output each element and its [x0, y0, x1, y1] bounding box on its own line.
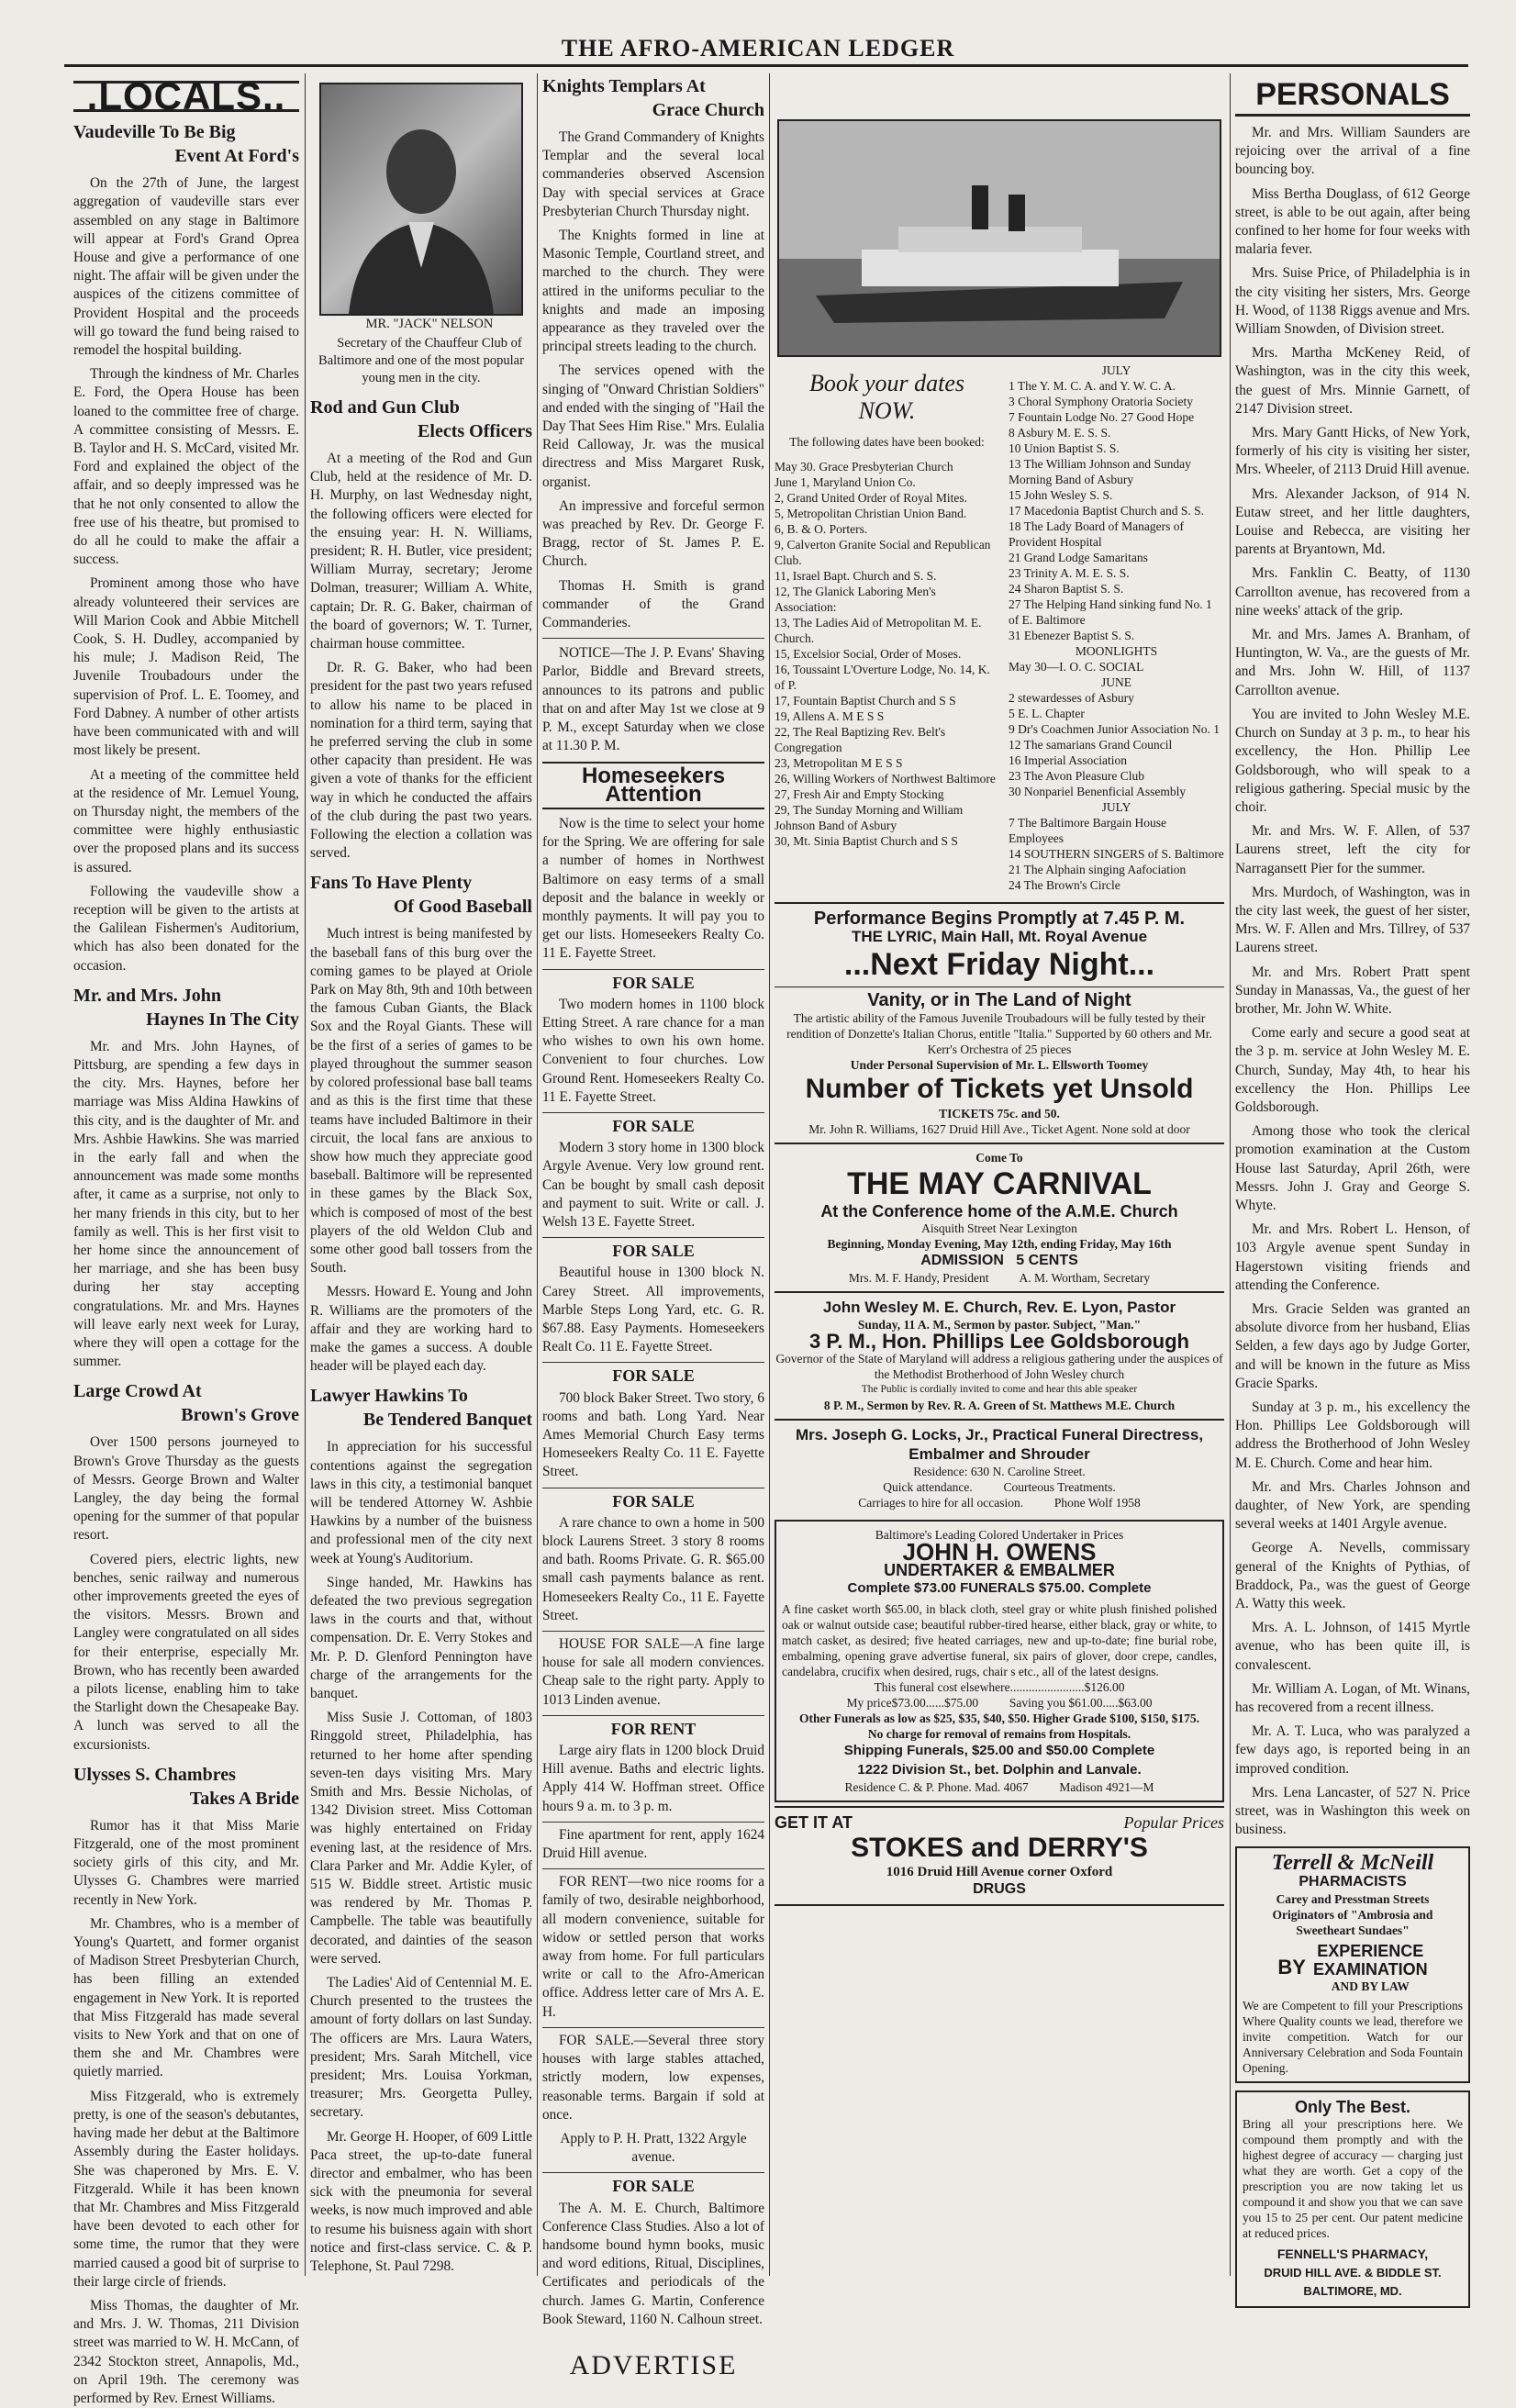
- may-carnival-title: THE MAY CARNIVAL: [847, 1165, 1152, 1201]
- sale-three-ad: FOR SALE.—Several three story houses with large stables attached, strictly modern, low expenses, reasonable terms. Bargain if sold at once.: [542, 2027, 764, 2124]
- center-ads-column: [775, 75, 1224, 2291]
- column-two: [310, 75, 532, 2291]
- house-sale-ad: HOUSE FOR SALE—A fine large house for sale all modern conviences. Cheap sale to the right party. Apply to 1013 Linden avenue.: [542, 1631, 764, 1710]
- tickets-price: TICKETS 75c. and 50.: [939, 1106, 1060, 1120]
- fennell-city: BALTIMORE, MD.: [1303, 2283, 1402, 2298]
- july-head: JULY: [1101, 363, 1131, 377]
- personal-item: Mrs. Gracie Selden was granted an absolute divorce from her husband, Elias Selden, a few days ago by Judge Gorter, and will be known in the future as Miss Gracie Sparks.: [1235, 1300, 1470, 1391]
- carnival-dates: Beginning, Monday Evening, May 12th, ending Friday, May 16th: [827, 1236, 1172, 1251]
- july-bookings-list: [1009, 378, 1224, 643]
- perf-head: Performance Begins Promptly at 7.45 P. M.: [813, 909, 1186, 929]
- article-paragraph: Mr. George H. Hooper, of 609 Little Paca street, the up-to-date funeral director and embalmer, who has been sick with the pneumonia for several weeks, is now much improved and able to resume his buisness again with short notice and first-class service. C. & P. Telephone, St. Paul 7298.: [310, 2128, 532, 2275]
- owens-ad: [775, 1520, 1224, 1802]
- owens-leading: Baltimore's Leading Colored Undertaker in Prices: [875, 1527, 1124, 1542]
- locals-banner: .LOCALS..: [73, 81, 299, 112]
- steamboat-photo: [777, 119, 1221, 357]
- lyric-ad: [775, 902, 1224, 1143]
- carnival-address: Aisquith Street Near Lexington: [921, 1221, 1077, 1235]
- lyric-venue: THE LYRIC, Main Hall, Mt. Royal Avenue: [851, 928, 1148, 946]
- book-title-now: NOW.: [858, 397, 916, 424]
- owens-title: UNDERTAKER & EMBALMER: [884, 1561, 1115, 1580]
- best-head: Only The Best.: [1294, 2098, 1411, 2117]
- sale-head: FOR SALE: [542, 1362, 764, 1385]
- for-rent-text: Large airy flats in 1200 block Druid Hill avenue. Baths and electric lights. Apply 414 W. Hoffman street. Office hours 9 a. m. to 3 p. m.: [542, 1743, 764, 1814]
- article-paragraph: Rumor has it that Miss Marie Fitzgerald, one of the most prominent society girls of this city, and Mr. Ulysses G. Chambres were married recently in New York.: [73, 1817, 299, 1908]
- homeseekers-headline: Homeseekers Attention: [542, 762, 764, 809]
- carnival-location: At the Conference home of the A.M.E. Church: [820, 1201, 1178, 1221]
- article-paragraph: Miss Thomas, the daughter of Mr. and Mrs. J. W. Thomas, 211 Division street was married to W. H. McCann, of 2342 Stockton street, Annapolis, Md., on April 19th. The ceremony was performed by Rev. Ernest Williams.: [73, 2297, 299, 2406]
- personal-item: Mr. and Mrs. William Saunders are rejoicing over the arrival of a fine bouncing boy.: [1235, 125, 1470, 178]
- booking-item: 12 The samarians Grand Council: [1009, 738, 1173, 752]
- sale-ame-text: The A. M. E. Church, Baltimore Conference Class Studies. Also a lot of handsome bound hymn books, music and word editions, Ritual, Disciplines, Certificates and periodicals of the church. James G. Martin, Conference Book Steward, 1160 N. Calhoun street.: [542, 2200, 764, 2327]
- sale-head: FOR SALE: [542, 1112, 764, 1135]
- booking-item: May 30. Grace Presbyterian Church: [775, 460, 953, 474]
- personal-item: George A. Nevells, commissary general of the Knights of Pythias, of Braddock, Pa., was the guest of George A. Watty this week.: [1235, 1540, 1470, 1612]
- column-divider: [305, 73, 306, 2276]
- book-title: Book your dates: [809, 370, 964, 396]
- apartment-ad: Fine apartment for rent, apply 1624 Druid Hill avenue.: [542, 1822, 764, 1863]
- best-text: Bring all your prescriptions here. We compound them promptly and with the highest degree of accuracy — charging just what they are worth. Get a copy of the prescription you are now taking let us compound it and show you that we can save you 15 to 25 per cent. Our patent medicine at reduced prices.: [1243, 2117, 1463, 2241]
- booking-item: 17 Macedonia Baptist Church and S. S.: [1009, 504, 1204, 518]
- terrell-address: Carey and Presstman Streets: [1276, 1891, 1430, 1906]
- personal-item: Mr. and Mrs. Robert L. Henson, of 103 Argyle avenue spent Sunday in Hagerstown visiting friends and attending the Conference.: [1235, 1221, 1470, 1293]
- vanity-title: Vanity, or in The Land of Night: [775, 987, 1224, 1009]
- personal-item: Mr. and Mrs. Robert Pratt spent Sunday in Manassas, Va., the guest of her brother, Mr. John W. White.: [1235, 964, 1470, 1017]
- rent-two-ad: FOR RENT—two nice rooms for a family of two, desirable neighborhood, all modern convenience, suitable for widow or settled person that works away from home. For full particulars write or call to the Afro-American office. Address letter care of Mrs A. E. H.: [542, 1868, 764, 2022]
- rodgun-subhead: Elects Officers: [418, 421, 532, 441]
- personal-item: Mrs. Fanklin C. Beatty, of 1130 Carrollton avenue, has recovered from a nine weeks' attack of the grip.: [1235, 565, 1470, 619]
- may-bookings-list: [775, 459, 999, 849]
- popular-prices: Popular Prices: [1123, 1812, 1224, 1832]
- article-paragraph: On the 27th of June, the largest aggregation of vaudeville stars ever assembled on any stage in Baltimore will appear at Ford's Grand Oprea House and give a performance of one night. The affair will be given under the auspices of the citizens committee of Provident Hospital and the proceeds will go toward the fund being raised to remodel the hospital building.: [73, 175, 299, 359]
- article-paragraph: The Ladies' Aid of Centennial M. E. Church presented to the trustees the amount of forty dollars on last Sunday. The officers are Mrs. Laura Waters, president; Mrs. Sarah Mitchell, vice president; Mrs. Louisa Yorkman, treasurer; Mrs. Georgetta Pulley, secretary.: [310, 1975, 532, 2121]
- vaudeville-subhead: Event At Ford's: [174, 146, 299, 167]
- terrell-exam: EXAMINATION: [1312, 1960, 1428, 1979]
- owens-funerals: Complete $73.00 FUNERALS $75.00. Complete: [847, 1580, 1152, 1597]
- for-rent-head: FOR RENT: [542, 1715, 764, 1738]
- booking-item: 13, The Ladies Aid of Metropolitan M. E. Church.: [775, 616, 982, 645]
- column-divider: [537, 73, 538, 2276]
- wesley-public: The Public is cordially invited to come and hear this able speaker: [861, 1384, 1138, 1396]
- wesley-ad: [775, 1291, 1224, 1419]
- wesley-text: Governor of the State of Maryland will address a religious gathering under the auspices of the Methodist Brotherhood of John Wesley church: [775, 1352, 1223, 1382]
- article-paragraph: The services opened with the singing of "Onward Christian Soldiers" and ended with the singing of "Hail the Day That Sees Him Rise." Mrs. Eulalia Reid Calloway, Jr. was the musical directress and Miss Margaret Rusk, organist.: [542, 362, 764, 490]
- wesley-head: John Wesley M. E. Church, Rev. E. Lyon, Pastor: [822, 1299, 1176, 1317]
- sale-head: FOR SALE: [542, 969, 764, 992]
- owens-address: 1222 Division St., bet. Dolphin and Lanvale.: [857, 1761, 1142, 1778]
- personal-item: Among those who took the clerical promotion examination at the Custom House last Saturday, April 26th, were Messrs. John J. Gray and George S. Whyte.: [1235, 1123, 1470, 1213]
- owens-phone: Residence C. & P. Phone. Mad. 4067 Madison 4921—M: [844, 1779, 1154, 1794]
- terrell-experience: [1243, 1942, 1463, 1994]
- booking-item: 29, The Sunday Morning and William Johnson Band of Asbury: [775, 803, 964, 832]
- baseball-subhead: Of Good Baseball: [393, 897, 532, 918]
- sale-text: 700 block Baker Street. Two story, 6 rooms and bath. Long Yard. Near Ames Memorial Church Easy terms Homeseekers Realty Co. 11 E. Fayette Street.: [542, 1389, 764, 1480]
- booking-item: 19, Allens A. M E S S: [775, 709, 885, 723]
- article-paragraph: Prominent among those who have already volunteered their services are Will Marion Cook and Abbie Mitchell Cook, S. H. Dudley, accompanied by his mule; J. Madison Reid, The Juvenile Troubadours under the supervision of Prof. L. E. Toomey, and Ford Dabney. A number of other artists have been communicated with and will most likely be present.: [73, 575, 299, 759]
- booking-item: 23, Metropolitan M E S S: [775, 756, 903, 770]
- article-paragraph: Mr. Chambres, who is a member of Young's Quartett, and former organist of Madison Street Presbyterian Church, has been filling an extended engagement in New York. It is reported that Miss Fitzgerald has made several visits to New York and that on one of them she and Mr. Chambres were quietly married.: [73, 1915, 299, 2080]
- personal-item: Mr. and Mrs. James A. Branham, of Huntington, W. Va., are the guests of Mr. and Mrs. John W. Hill, of 1137 Carrollton avenue.: [1235, 627, 1470, 698]
- booking-item: 23 Trinity A. M. E. S. S.: [1009, 566, 1130, 580]
- chambres-headline: Ulysses S. Chambres: [73, 1764, 236, 1785]
- stokes-name: STOKES and DERRY'S: [851, 1833, 1148, 1864]
- booking-item: 30, Mt. Sinia Baptist Church and S S: [775, 834, 958, 848]
- article-paragraph: Covered piers, electric lights, new benches, senic railway and numerous other improvements greeted the eyes of the visitors. Messrs. Brown and Langley were congratulated on all sides for their enterprise, especially Mr. Brown, who has recently been awarded a pilots license, enabling him to take the Starlight down the Chesapeake Bay. A lunch was served to all the excursionists.: [73, 1551, 299, 1753]
- haynes-subhead: Haynes In The City: [146, 1009, 299, 1030]
- july2-bookings-list: [1009, 815, 1224, 893]
- masthead-rule: [64, 64, 1468, 67]
- booking-item: 6, B. & O. Porters.: [775, 522, 868, 536]
- personal-item: Mrs. Alexander Jackson, of 914 N. Eutaw street, and her little daughters, Louise and Rebecca, are visiting her parents at Bryantown, Md.: [1235, 485, 1470, 558]
- personal-item: Mrs. Martha McKeney Reid, of Washington, was in the city this week, the guest of Mrs. Minnie Garnett, of 2147 Division street.: [1235, 345, 1470, 417]
- booking-item: 30 Nonpariel Benenficial Assembly: [1009, 785, 1187, 798]
- templars-headline: Knights Templars At: [542, 76, 706, 96]
- book-sub: The following dates have been booked:: [789, 435, 985, 449]
- admission-text: ADMISSION: [920, 1252, 1004, 1268]
- admission-label: [775, 1252, 1224, 1270]
- may-carnival-ad: [775, 1143, 1224, 1291]
- booking-item: 8 Asbury M. E. S. S.: [1009, 426, 1111, 440]
- booking-item: 21 The Alphain singing Aafociation: [1009, 863, 1187, 876]
- article-paragraph: Over 1500 persons journeyed to Brown's Grove Thursday as the guests of Messrs. George Brown and Walter Langley, the day being the formal opening for the summer of that popular resort.: [73, 1434, 299, 1544]
- supervision: Under Personal Supervision of Mr. L. Ellsworth Toomey: [850, 1057, 1149, 1072]
- owens-other: Other Funerals as low as $25, $35, $40, $50. Higher Grade $100, $150, $175.: [799, 1711, 1199, 1726]
- personal-item: Mrs. Suise Price, of Philadelphia is in the city visiting her sisters, Mrs. George H. Wood, of 1138 Riggs avenue and Mrs. William Snowden, of Division street.: [1235, 265, 1470, 338]
- booking-item: 17, Fountain Baptist Church and S S: [775, 694, 956, 708]
- baseball-headline: Fans To Have Plenty: [310, 873, 473, 894]
- june-bookings-list: [1009, 690, 1224, 799]
- locks-residence: Residence: 630 N. Caroline Street.: [913, 1464, 1086, 1478]
- personal-item: Mrs. Lena Lancaster, of 527 N. Price street, was in Washington this week on business.: [1235, 1784, 1470, 1838]
- crowd-headline: Large Crowd At: [73, 1381, 202, 1402]
- booking-item: 7 Fountain Lodge No. 27 Good Hope: [1009, 410, 1195, 424]
- notice-ad: NOTICE—The J. P. Evans' Shaving Parlor, Biddle and Brevard streets, announces to its patrons and public that on and after May 1st we close at 9 P. M., except Saturday when we close at 11.30 P. M.: [542, 638, 764, 755]
- locks-ad: [775, 1419, 1224, 1515]
- article-paragraph: In appreciation for his successful contentions against the segregation laws in this city, a testimonial banquet will be tendered Attorney W. Ashbie Hawkins by a number of the buisness and professional men of the city next week at Young's Auditorium.: [310, 1439, 532, 1566]
- booking-item: 18 The Lady Board of Managers of Provident Hospital: [1009, 519, 1184, 549]
- personal-item: Mrs. A. L. Johnson, of 1415 Myrtle avenue, who has been quite ill, is convalescent.: [1235, 1620, 1470, 1673]
- booking-item: 24 The Brown's Circle: [1009, 878, 1120, 892]
- terrell-name: Terrell & McNeill: [1271, 1851, 1434, 1876]
- june-head: JUNE: [1101, 675, 1131, 689]
- personal-item: Sunday at 3 p. m., his excellency the Hon. Phillips Lee Goldsborough will address the Brotherhood of John Wesley M. E. Church. Come and hear him.: [1235, 1399, 1470, 1471]
- sale-text: Modern 3 story home in 1300 block Argyle Avenue. Very low ground rent. Can be bought by small cash deposit and payment to suit. Write or call. J. Welsh 13 E. Fayette Street.: [542, 1140, 764, 1230]
- hawkins-headline: Lawyer Hawkins To: [310, 1386, 468, 1407]
- booking-item: 24 Sharon Baptist S. S.: [1009, 582, 1124, 596]
- article-paragraph: Messrs. Howard E. Young and John R. Williams are the promoters of the affair and they are working hard to make the games a success. A double header will be played each day.: [310, 1284, 532, 1375]
- booking-item: 1 The Y. M. C. A. and Y. W. C. A.: [1009, 379, 1176, 393]
- booking-item: 7 The Baltimore Bargain House Employees: [1009, 816, 1166, 845]
- article-paragraph: Dr. R. G. Baker, who had been president for the past two years refused to allow his name to be placed in nomination for a third term, saying that he preferred serving the club in some other capacity than president. He was given a vote of thanks for the efficient way in which he conducted the affairs of the club during the past two years. Following the election a collation was served.: [310, 660, 532, 862]
- personal-item: Mrs. Mary Gantt Hicks, of New York, formerly of his city is visiting her sister, Mrs. Wheeler, of 2113 Druid Hill avenue.: [1235, 425, 1470, 478]
- booking-item: 3 Choral Symphony Oratoria Society: [1009, 395, 1193, 408]
- terrell-sub: PHARMACISTS: [1299, 1873, 1407, 1890]
- personal-item: You are invited to John Wesley M.E. Church on Sunday at 3 p. m., to hear his excellency, the Hon. Phillip Lee Goldsborough, who will speak to a religious gathering. Special music by the choir.: [1235, 706, 1470, 815]
- booking-item: 9, Calverton Granite Social and Republican Club.: [775, 538, 991, 567]
- hawkins-subhead: Be Tendered Banquet: [362, 1410, 532, 1431]
- booking-item: 14 SOUTHERN SINGERS of S. Baltimore: [1009, 847, 1224, 861]
- locks-head: Mrs. Joseph G. Locks, Jr., Practical Funeral Directress, Embalmer and Shrouder: [795, 1426, 1204, 1463]
- column-divider: [769, 73, 770, 2276]
- july2-head: JULY: [1101, 800, 1131, 814]
- get-it-at: GET IT AT: [775, 1812, 853, 1832]
- article-paragraph: Singe handed, Mr. Hawkins has defeated the two previous segregation laws in the courts and that, without compensation. Dr. E. Verry Stokes and Mr. P. D. Glenford Pennington have charge of the arrangements for the banquet.: [310, 1574, 532, 1701]
- sale-head: FOR SALE: [542, 1488, 764, 1511]
- locks-carriage: Carriages to hire for all occasion. Phone Wolf 1958: [858, 1495, 1141, 1510]
- admission-price: 5 CENTS: [1016, 1252, 1078, 1268]
- stokes-ad: [775, 1806, 1224, 1906]
- booking-section: [775, 362, 1224, 893]
- fennell-ad: [1235, 2090, 1470, 2308]
- portrait-illustration: [321, 84, 521, 314]
- booking-item: 5 E. L. Chapter: [1009, 707, 1085, 720]
- personal-item: Mr. William A. Logan, of Mt. Winans, has recovered from a recent illness.: [1235, 1680, 1470, 1716]
- owens-name: JOHN H. OWENS: [902, 1537, 1097, 1566]
- booking-item: 5, Metropolitan Christian Union Band.: [775, 507, 967, 520]
- sale-head: FOR SALE: [542, 1237, 764, 1260]
- article-paragraph: At a meeting of the committee held at the residence of Mr. Lemuel Young, on Thursday night, the members of the committee were highly enthusiastic over the proposed plans and its success is assured.: [73, 766, 299, 875]
- article-paragraph: Through the kindness of Mr. Charles E. Ford, the Opera House has been loaned to the committee free of charge. A committee consisting of Messrs. E. B. Taylor and H. S. McCard, visited Mr. Ford and explained the object of the affair, and so deeply impressed was he that he not only consented to allow the free use of his theatre, but promised to do all he could to make the affair a success.: [73, 366, 299, 568]
- booking-item: 2 stewardesses of Asbury: [1009, 691, 1134, 705]
- booking-item: 10 Union Baptist S. S.: [1009, 441, 1120, 455]
- booking-item: 16, Toussaint L'Overture Lodge, No. 14, K. of P.: [775, 663, 990, 692]
- terrell-by: BY: [1277, 1956, 1306, 1979]
- terrell-text: We are Competent to fill your Prescriptions Where Quality counts we lead, therefore we invite competition. Watch for our Anniversary Celebration and Soda Fountain Opening.: [1243, 1999, 1463, 2076]
- personals-column: [1235, 75, 1470, 2298]
- booking-item: 23 The Avon Pleasure Club: [1009, 769, 1144, 783]
- locks-quick: Quick attendance. Courteous Treatments.: [883, 1479, 1116, 1494]
- fennell-name: FENNELL'S PHARMACY,: [1276, 2246, 1429, 2262]
- moonlights-head: MOONLIGHTS: [1075, 644, 1158, 658]
- photo-caption-desc: Secretary of the Chauffeur Club of Baltimore and one of the most popular young men in the city.: [318, 336, 524, 385]
- sale-text: Beautiful house in 1300 block N. Carey Street. All improvements, Marble Steps Long Yard, etc. G. R. $67.88. Easy Payments. Homeseekers Realt Co. 11 E. Fayette Street.: [542, 1265, 764, 1355]
- booking-item: 15 John Wesley S. S.: [1009, 488, 1113, 502]
- photo-caption-name: MR. "JACK" NELSON: [365, 317, 494, 331]
- haynes-headline: Mr. and Mrs. John: [73, 985, 221, 1006]
- booking-july-column: [1009, 362, 1224, 893]
- column-divider: [1230, 73, 1231, 2276]
- vanity-text: The artistic ability of the Famous Juvenile Troubadours will be fully tested by their rendition of Donzette's Italian Chorus, entitle "Italia." Supported by 60 others and Mr. Kerr's Orchestra of 25 pieces: [786, 1010, 1212, 1056]
- booking-item: 27 The Helping Hand sinking fund No. 1 of E. Baltimore: [1009, 597, 1212, 627]
- carnival-officers: Mrs. M. F. Handy, President A. M. Wortham, Secretary: [848, 1271, 1151, 1286]
- ticket-agent: Mr. John R. Williams, 1627 Druid Hill Ave., Ticket Agent. None sold at door: [808, 1121, 1190, 1136]
- owens-price: My price$73.00......$75.00 Saving you $61.00.....$63.00: [846, 1696, 1153, 1711]
- rodgun-headline: Rod and Gun Club: [310, 397, 460, 418]
- steamboat-illustration: [779, 121, 1220, 355]
- owens-text: A fine casket worth $65.00, in black cloth, steel gray or white plush finished polished oak or walnut outside case; beautiful rubber-tired hearse, either black, gray or white, to match casket, as desired; five heated carriages, new and up-to-date; fine burial robe, embalming, opening grave advertise funeral, six pairs of glover, door crepe, candles, candelabra, crucifix when desired, rugs, chair s etc., all of the latest designs.: [782, 1602, 1217, 1679]
- booking-item: 27, Fresh Air and Empty Stocking: [775, 787, 944, 801]
- crowd-subhead: Brown's Grove: [181, 1405, 299, 1426]
- wesley-8pm: 8 P. M., Sermon by Rev. R. A. Green of St. Matthews M.E. Church: [823, 1399, 1176, 1413]
- sale-ame-head: FOR SALE: [542, 2172, 764, 2195]
- advertise-banner: ADVERTISE: [569, 2349, 738, 2380]
- booking-item: 2, Grand United Order of Royal Mites.: [775, 491, 967, 505]
- booking-may-column: [775, 362, 999, 893]
- booking-item: 22, The Real Baptizing Rev. Belt's Congregation: [775, 725, 946, 754]
- article-paragraph: Thomas H. Smith is grand commander of the Grand Commanderies.: [542, 577, 764, 631]
- column-three: [542, 75, 764, 2380]
- article-paragraph: The Grand Commandery of Knights Templar and the several local commanderies observed Ascension Day with special services at Grace Presbyterian Church Thursday night.: [542, 129, 764, 219]
- article-paragraph: Now is the time to select your home for the Spring. We are offering for sale a number of homes in Northwest Baltimore on easy terms of a small deposit and the balance in weekly or monthly payments. It will pay you to get our lists. Homeseekers Realty Co. 11 E. Fayette Street.: [542, 815, 764, 962]
- portrait-photo: [319, 83, 523, 316]
- terrell-orig: Originators of "Ambrosia and Sweetheart Sundaes": [1272, 1907, 1433, 1937]
- article-paragraph: Miss Fitzgerald, who is extremely pretty, is one of the season's debutantes, having made her debut at the Baltimore Assembly during the Easter holidays. She was chaperoned by Mrs. E. V. Fitzgerald. While it has been known that Mr. Chambres and Miss Fitzgerald have been devoted to each other for some time, the rumor that they were married caused a good bit of surprise to their large circle of friends.: [73, 2088, 299, 2290]
- booking-item: June 1, Maryland Union Co.: [775, 475, 916, 489]
- personals-list: [1235, 124, 1470, 1839]
- terrell-exp-stack: [1313, 1942, 1428, 1994]
- stokes-tagline: [775, 1813, 1224, 1832]
- vaudeville-headline: Vaudeville To Be Big: [73, 122, 236, 143]
- moonlights-item: May 30—I. O. C. SOCIAL: [1009, 660, 1144, 674]
- chambres-subhead: Takes A Bride: [189, 1788, 299, 1809]
- personal-item: Mr. A. T. Luca, who was paralyzed a few days ago, is reported being in an improved condition.: [1235, 1723, 1470, 1777]
- terrell-law: AND BY LAW: [1331, 1979, 1410, 1994]
- personal-item: Miss Bertha Douglass, of 612 George street, is able to be out again, after being confined to her home for four weeks with malaria fever.: [1235, 185, 1470, 258]
- article-paragraph: Mr. and Mrs. John Haynes, of Pittsburg, are spending a few days in the city. Mrs. Haynes, before her marriage was Miss Aldina Hawkins of this city, and is the daughter of Mr. and Mrs. Ashbie Hawkins. She was married in the early fall and when the announcement was made some months after, it came as a surprise, not only to her many friends in this city, but to her family as well. This is her first visit to her home since the announcement of her marriage, and she has been busy during her stay accepting congratulations. Mr. and Mrs. Haynes will leave early next week for Luray, where they will open a cottage for the summer.: [73, 1038, 299, 1370]
- masthead: THE AFRO-AMERICAN LEDGER: [561, 35, 955, 61]
- drugs-label: DRUGS: [973, 1881, 1026, 1898]
- sale-text: A rare chance to own a home in 500 block Laurens Street. 3 story 8 rooms and bath. Rooms Private. G. R. $65.00 small cash payments balance as rent. Homeseekers Realty Co., 11 E. Fayette Street.: [542, 1514, 764, 1623]
- booking-item: 13 The William Johnson and Sunday Morning Band of Asbury: [1009, 457, 1191, 486]
- booking-item: 21 Grand Lodge Samaritans: [1009, 551, 1148, 564]
- booking-item: 16 Imperial Association: [1009, 753, 1127, 767]
- wesley-3pm: 3 P. M., Hon. Phillips Lee Goldsborough: [809, 1330, 1189, 1354]
- stokes-address: 1016 Druid Hill Avenue corner Oxford: [886, 1865, 1113, 1880]
- personal-item: Mr. and Mrs. Charles Johnson and daughter, of New York, are spending several weeks at 1401 Argyle avenue.: [1235, 1478, 1470, 1533]
- locals-column: [73, 74, 299, 2406]
- article-paragraph: An impressive and forceful sermon was preached by Rev. Dr. George F. Bragg, rector of St. James P. E. Church.: [542, 497, 764, 570]
- next-friday: ...Next Friday Night...: [843, 947, 1155, 983]
- booking-item: 9 Dr's Coachmen Junior Association No. 1: [1009, 722, 1221, 736]
- booking-item: 11, Israel Bapt. Church and S. S.: [775, 569, 937, 583]
- owens-nocharge: No charge for removal of remains from Hospitals.: [867, 1727, 1131, 1742]
- booking-item: 12, The Glanick Laboring Men's Association:: [775, 585, 936, 614]
- personal-item: Mr. and Mrs. W. F. Allen, of 537 Laurens street, left the city for Narragansett Pier for the summer.: [1235, 823, 1470, 876]
- article-paragraph: Following the vaudeville show a reception will be given to the artists at the Galilean Fishermen's Auditorium, which has also been donated for the occasion.: [73, 883, 299, 974]
- fennell-address: DRUID HILL AVE. & BIDDLE ST.: [1264, 2265, 1442, 2280]
- booking-item: 15, Excelsior Social, Order of Moses.: [775, 647, 962, 661]
- tickets-unsold: Number of Tickets yet Unsold: [805, 1073, 1194, 1104]
- article-paragraph: Much intrest is being manifested by the baseball fans of this burg over the coming games to be played at Oriole Park on May 8th, 9th and 10th between the famous Cuban Giants, the Black Sox and the Royal Giants. These will be the first of a series of games to be played throughout the summer season by colored professional base ball teams and as this is the first time that these teams have included Baltimore in their circuit, the local fans are anxious to show how much they appreciate good baseball. Baltimore will be represented in these games by the Black Sox, which is composed of most of the best players of the old Weldon Club and some other good ball tossers from the South.: [310, 926, 532, 1276]
- terrell-ad: [1235, 1846, 1470, 2083]
- owens-elsewhere: This funeral cost elsewhere........................$126.00: [874, 1680, 1125, 1695]
- owens-shipping: Shipping Funerals, $25.00 and $50.00 Complete: [843, 1743, 1155, 1759]
- templars-subhead: Grace Church: [652, 100, 764, 120]
- terrell-exp: EXPERIENCE: [1317, 1941, 1424, 1960]
- article-paragraph: The Knights formed in line at Masonic Temple, Courtland street, and marched to the church. They were attired in the uniforms peculiar to the knights and made an imposing appearance as they traveled over the principal streets leading to the church.: [542, 228, 764, 355]
- sale-text: Two modern homes in 1100 block Etting Street. A rare chance for a man who wishes to own his own home. Convenient to four churches. Low Ground Rent. Homeseekers Realty Co. 11 E. Fayette Street.: [542, 996, 764, 1105]
- wesley-sunday: Sunday, 11 A. M., Sermon by pastor. Subject, "Man.": [857, 1318, 1142, 1332]
- sale-three-apply: Apply to P. H. Pratt, 1322 Argyle avenue.: [560, 2130, 747, 2166]
- personal-item: Mrs. Murdoch, of Washington, was in the city last week, the guest of her sister, Mrs. W. F. Allen and Mrs. Tillrey, of 537 Laurens street.: [1235, 884, 1470, 956]
- article-paragraph: At a meeting of the Rod and Gun Club, held at the residence of Mr. D. H. Murphy, on last Wednesday night, the following officers were elected for the ensuing year: H. N. Williams, president; R. H. Butler, vice president; William Murray, secretary; Jerome Dolman, treasurer; William A. White, captain; Dr. R. G. Baker, chairman of the board of governors; W. T. Turner, chairman house committee.: [310, 451, 532, 652]
- come-to: Come To: [975, 1150, 1023, 1165]
- booking-item: 26, Willing Workers of Northwest Baltimore: [775, 772, 996, 786]
- booking-item: 31 Ebenezer Baptist S. S.: [1009, 629, 1135, 642]
- personal-item: Come early and secure a good seat at the 3 p. m. service at John Wesley M. E. Church, Sunday, May 4th, to hear his excellency the Hon. Phillips Lee Goldsborough.: [1235, 1025, 1470, 1115]
- article-paragraph: Miss Susie J. Cottoman, of 1803 Ringgold street, Philadelphia, has returned to her home after spending seven-ten days visiting Mrs. Mary Smith and Mrs. Bessie Nicholas, of 1342 Division street. Miss Cottoman was highly entertained on Friday evening last, at the residence of Mrs. Clara Parker and Mr. Addie Kyler, of 515 W. Biddle street. Artistic music was rendered by Mr. Thomas P. Campbelle. The table was beautifully decorated, and dainties of the season were served.: [310, 1710, 532, 1967]
- personals-title: PERSONALS: [1235, 75, 1470, 117]
